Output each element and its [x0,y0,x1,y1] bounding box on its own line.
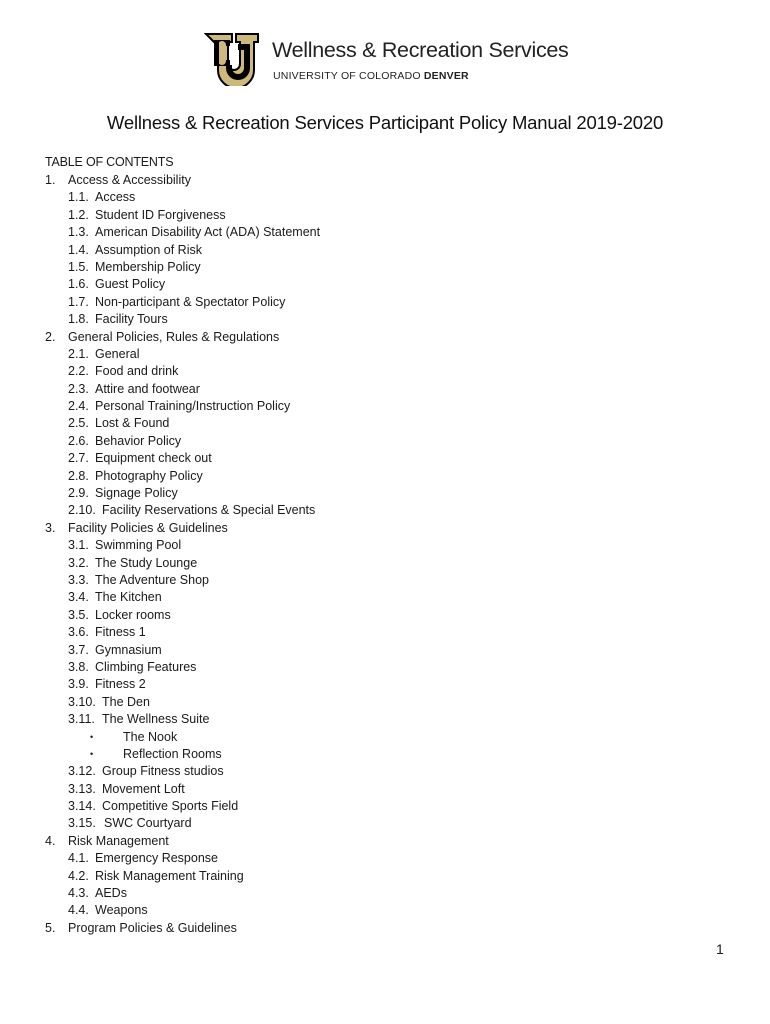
toc-item-label: Access [95,190,136,205]
toc-item-number: 2.8. [68,468,89,483]
toc-item-label: Signage Policy [95,486,178,501]
toc-item-number: 3.8. [68,659,89,674]
toc-item-label: American Disability Act (ADA) Statement [95,225,321,240]
toc-item-number: 1.4. [68,242,89,257]
toc-item-label: Emergency Response [95,851,218,866]
toc-item-number: 3.9. [68,677,89,692]
toc-item-label: Locker rooms [95,607,171,622]
toc-item-number: 3.7. [68,642,89,657]
toc-item-number: 4.3. [68,886,89,901]
toc-item-number: 2.9. [68,486,89,501]
toc-item-number: 3.5. [68,607,89,622]
toc-item-number: 5. [45,920,56,935]
toc-heading: TABLE OF CONTENTS [45,155,174,169]
toc-item-number: 3.10. [68,694,96,709]
toc-item-label: Assumption of Risk [95,242,202,257]
toc-item-number: 1.6. [68,277,89,292]
toc-item-number: 1.1. [68,190,89,205]
toc-item-label: Behavior Policy [95,433,182,448]
toc-item-number: 1.2. [68,207,89,222]
toc-item-label: The Wellness Suite [102,712,210,727]
toc-item-number: 4.4. [68,903,89,918]
toc-item-label: Personal Training/Instruction Policy [95,399,291,414]
toc-item-label: Fitness 2 [95,677,146,692]
toc-item-label: The Adventure Shop [95,572,209,587]
toc-item-number: 3.12. [68,764,96,779]
toc-item-number: 2.7. [68,451,89,466]
toc-item-number: 2.3. [68,381,89,396]
toc-item-number: 3.15. [68,816,96,831]
toc-item-number: 2. [45,329,56,344]
toc-item-number: 4. [45,833,56,848]
toc-item-label: Membership Policy [95,259,201,274]
toc-item-label: General Policies, Rules & Regulations [68,329,280,344]
toc-item-number: 3.1. [68,538,89,553]
toc-item-label: Weapons [95,903,148,918]
toc-item-label: Equipment check out [95,451,212,466]
toc-item-label: Food and drink [95,364,179,379]
toc-item-number: 1.7. [68,294,89,309]
toc-item-number: 2.1. [68,346,89,361]
toc-item-label: Student ID Forgiveness [95,207,226,222]
toc-item-number: 4.2. [68,868,89,883]
toc-item-number: 3.4. [68,590,89,605]
toc-item-label: Lost & Found [95,416,170,431]
toc-item-label: The Kitchen [95,590,162,605]
toc-item-label: Fitness 1 [95,625,146,640]
toc-item-number: 2.5. [68,416,89,431]
page-number: 1 [716,941,724,957]
brand-subtitle [273,70,469,82]
brand-name: Wellness & Recreation Services [272,38,569,62]
toc-item-number: 3.11. [68,712,95,727]
bullet-icon: • [90,731,94,742]
toc-item-label: AEDs [95,886,127,901]
toc-item-number: 2.2. [68,364,89,379]
toc-item-label: The Nook [123,729,178,744]
toc-item-label: Competitive Sports Field [102,799,239,814]
toc-item-number: 1.8. [68,312,89,327]
toc-item-label: SWC Courtyard [104,816,192,831]
header [204,30,584,86]
toc-item-label: Non-participant & Spectator Policy [95,294,286,309]
toc-item-label: Access & Accessibility [68,173,191,187]
toc-item-number: 2.4. [68,399,89,414]
toc-item-label: Swimming Pool [95,538,182,553]
toc-item-label: Facility Reservations & Special Events [102,503,316,518]
toc-item-label: Attire and footwear [95,381,200,396]
toc-item-label: Risk Management Training [95,868,244,883]
document-title: Wellness & Recreation Services Participant Policy Manual 2019-2020 [106,112,664,133]
toc-item-label: Risk Management [68,833,169,848]
toc-item-number: 4.1. [68,851,89,866]
toc-item-label: Group Fitness studios [102,764,224,779]
toc-item-number: 3.14. [68,799,96,814]
toc-item-number: 2.10. [68,503,96,518]
toc-item-label: Program Policies & Guidelines [68,920,237,935]
toc-item-label: Facility Tours [95,312,168,327]
bullet-icon: • [90,748,94,759]
toc-item-number: 2.6. [68,433,89,448]
toc-item-number: 3.3. [68,572,89,587]
toc-item-label: Facility Policies & Guidelines [68,520,228,535]
toc-item-number: 3.6. [68,625,89,640]
toc-item-number: 1.3. [68,225,89,240]
toc-item-label: General [95,346,140,361]
toc-item-number: 3. [45,520,56,535]
toc-item-label: Reflection Rooms [123,746,222,761]
cu-logo-icon [204,30,260,86]
toc-item-number: 3.2. [68,555,89,570]
toc-item-label: Guest Policy [95,277,166,292]
toc-item-label: The Den [102,694,150,709]
brand-sub-bold: DENVER [423,70,469,82]
toc-item-number: 3.13. [68,781,96,796]
toc-item-label: The Study Lounge [95,555,198,570]
toc-item-label: Photography Policy [95,468,203,483]
toc-item-number: 1.5. [68,259,89,274]
toc-item-label: Gymnasium [95,642,162,657]
toc-item-number: 1. [45,173,56,187]
brand-sub-regular: UNIVERSITY OF COLORADO [273,70,424,82]
toc-item-label: Movement Loft [102,781,185,796]
toc-item-label: Climbing Features [95,659,197,674]
